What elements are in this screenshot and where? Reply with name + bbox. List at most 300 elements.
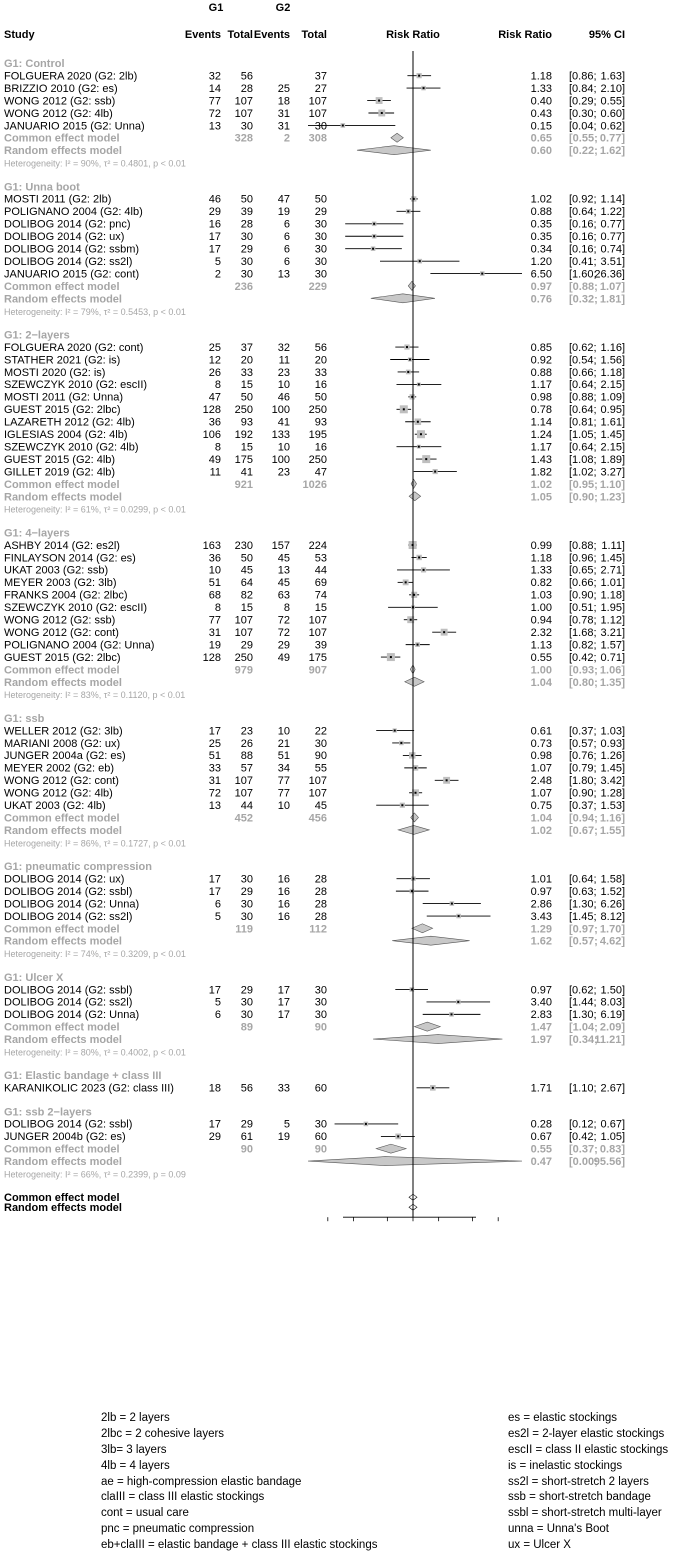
- risk-ratio-value: 0.98: [530, 391, 552, 404]
- ci-upper: 1.01]: [600, 577, 625, 590]
- random-risk-ratio: 0.76: [530, 293, 552, 306]
- ci-upper: 0.95]: [600, 404, 625, 417]
- total-g2: 22: [314, 725, 327, 738]
- header-study: Study: [4, 29, 35, 41]
- total-g1: 61: [240, 1131, 253, 1144]
- ci-upper: 26.36]: [594, 268, 625, 281]
- random-diamond: [392, 936, 469, 945]
- events-g1: 68: [208, 589, 221, 602]
- common-total-g1: 89: [240, 1021, 253, 1034]
- study-name: JANUARIO 2015 (G2: cont): [4, 268, 140, 281]
- random-ci-upper: 4.62]: [599, 935, 625, 948]
- heterogeneity-text: Heterogeneity: I² = 80%, τ² = 0.4002, p < 0.01: [4, 1047, 186, 1058]
- ci-lower: [0.37;: [569, 725, 597, 738]
- total-g1: 30: [240, 120, 253, 133]
- common-effect-label: Common effect model: [4, 1143, 120, 1156]
- events-g1: 10: [208, 564, 221, 577]
- risk-ratio-value: 1.00: [530, 602, 552, 615]
- total-g2: 30: [314, 996, 327, 1009]
- events-g2: 34: [277, 762, 290, 775]
- events-g2: 10: [277, 441, 290, 454]
- risk-ratio-value: 2.32: [530, 626, 552, 639]
- ci-upper: 0.55]: [600, 95, 625, 108]
- ci-lower: [0.65;: [569, 564, 597, 577]
- point-estimate: [400, 742, 402, 744]
- study-name: DOLIBOG 2014 (G2: ux): [4, 231, 125, 244]
- ci-lower: [0.41;: [569, 255, 597, 268]
- risk-ratio-value: 1.07: [530, 787, 552, 800]
- risk-ratio-value: 0.78: [530, 404, 552, 417]
- random-diamond: [405, 677, 424, 686]
- heterogeneity-text: Heterogeneity: I² = 90%, τ² = 0.4801, p < 0.01: [4, 158, 186, 169]
- point-estimate: [418, 75, 420, 77]
- common-diamond: [391, 133, 403, 142]
- ci-lower: [0.62;: [569, 341, 597, 354]
- total-g2: 50: [314, 391, 327, 404]
- study-name: UKAT 2003 (G2: ssb): [4, 564, 109, 577]
- risk-ratio-value: 1.03: [530, 589, 552, 602]
- point-estimate: [415, 767, 417, 769]
- study-name: WONG 2012 (G2: 4lb): [4, 787, 113, 800]
- ci-upper: 1.56]: [600, 354, 625, 367]
- ci-upper: 2.15]: [600, 441, 625, 454]
- events-g1: 31: [208, 775, 221, 788]
- total-g1: 107: [234, 107, 253, 120]
- ci-lower: [1.30;: [569, 1009, 597, 1022]
- events-g2: 63: [277, 589, 290, 602]
- total-g1: 56: [240, 70, 253, 83]
- random-risk-ratio: 1.04: [530, 676, 552, 689]
- total-g1: 50: [240, 552, 253, 565]
- point-estimate: [423, 569, 425, 571]
- ci-lower: [0.12;: [569, 1118, 597, 1131]
- heterogeneity-text: Heterogeneity: I² = 79%, τ² = 0.5453, p < 0.01: [4, 306, 186, 317]
- common-ci-lower: [0.55;: [569, 132, 598, 145]
- total-g2: 30: [314, 243, 327, 256]
- point-estimate: [390, 656, 392, 658]
- risk-ratio-value: 0.67: [530, 1131, 552, 1144]
- random-ci-lower: [0.80;: [569, 676, 598, 689]
- events-g2: 8: [283, 602, 290, 615]
- common-total-g2: 308: [308, 132, 327, 145]
- point-estimate: [451, 903, 453, 905]
- risk-ratio-value: 3.40: [530, 996, 552, 1009]
- total-g1: 64: [240, 577, 253, 590]
- total-g1: 93: [240, 416, 253, 429]
- ci-upper: 1.95]: [600, 602, 625, 615]
- study-name: DOLIBOG 2014 (G2: Unna): [4, 898, 140, 911]
- total-g2: 30: [314, 255, 327, 268]
- random-diamond: [371, 294, 435, 303]
- ci-upper: 0.71]: [600, 651, 625, 664]
- legend-item: ssb = short-stretch bandage: [508, 1491, 651, 1504]
- study-name: POLIGNANO 2004 (G2: 4lb): [4, 206, 143, 219]
- legend-item: 3lb= 3 layers: [101, 1443, 167, 1456]
- total-g1: 30: [240, 1009, 253, 1022]
- ci-upper: 2.10]: [600, 82, 625, 95]
- ci-lower: [0.16;: [569, 243, 597, 256]
- risk-ratio-value: 1.43: [530, 453, 552, 466]
- total-g2: 16: [314, 379, 327, 392]
- risk-ratio-value: 1.02: [530, 193, 552, 206]
- total-g1: 50: [240, 193, 253, 206]
- point-estimate: [406, 346, 408, 348]
- legend-item: ux = Ulcer X: [508, 1539, 571, 1552]
- ci-upper: 0.67]: [600, 1118, 625, 1131]
- random-effect-label: Random effects model: [4, 1156, 122, 1169]
- study-name: WONG 2012 (G2: cont): [4, 775, 119, 788]
- total-g1: 30: [240, 268, 253, 281]
- ci-lower: [1.08;: [569, 453, 597, 466]
- ci-lower: [0.16;: [569, 218, 597, 231]
- total-g1: 250: [234, 651, 253, 664]
- point-estimate: [458, 915, 460, 917]
- ci-lower: [0.92;: [569, 193, 597, 206]
- study-name: ASHBY 2014 (G2: es2l): [4, 539, 120, 552]
- ci-lower: [0.42;: [569, 651, 597, 664]
- random-diamond: [409, 492, 421, 501]
- events-g1: 26: [208, 366, 221, 379]
- risk-ratio-value: 0.35: [530, 231, 552, 244]
- events-g1: 2: [214, 268, 221, 281]
- events-g2: 21: [277, 737, 290, 750]
- study-name: DOLIBOG 2014 (G2: ss2l): [4, 255, 133, 268]
- risk-ratio-value: 0.94: [530, 614, 552, 627]
- total-g1: 30: [240, 996, 253, 1009]
- risk-ratio-value: 1.24: [530, 429, 552, 442]
- point-estimate: [378, 100, 380, 102]
- header-total-g2: Total: [301, 29, 327, 41]
- study-name: JUNGER 2004b (G2: es): [4, 1131, 126, 1144]
- risk-ratio-value: 0.28: [530, 1118, 552, 1131]
- point-estimate: [405, 581, 407, 583]
- events-g1: 6: [214, 898, 221, 911]
- events-g1: 163: [202, 539, 221, 552]
- ci-lower: [0.90;: [569, 787, 597, 800]
- study-name: LAZARETH 2012 (G2: 4lb): [4, 416, 135, 429]
- ci-upper: 1.18]: [600, 589, 625, 602]
- risk-ratio-value: 3.43: [530, 910, 552, 923]
- study-name: GUEST 2015 (G2: 2lbc): [4, 651, 121, 664]
- ci-upper: 1.63]: [600, 70, 625, 83]
- events-g1: 18: [208, 1082, 221, 1095]
- total-g2: 107: [308, 614, 327, 627]
- events-g2: 72: [277, 626, 290, 639]
- total-g1: 44: [240, 800, 253, 813]
- heterogeneity-text: Heterogeneity: I² = 83%, τ² = 0.1120, p < 0.01: [4, 690, 186, 701]
- events-g1: 25: [208, 341, 221, 354]
- random-ci-upper: 1.62]: [599, 145, 625, 158]
- events-g1: 19: [208, 639, 221, 652]
- point-estimate: [425, 458, 427, 460]
- study-name: JANUARIO 2015 (G2: Unna): [4, 120, 145, 133]
- ci-upper: 8.03]: [600, 996, 625, 1009]
- random-ci-upper: 1.23]: [599, 491, 625, 504]
- subgroup-label: G1: pneumatic compression: [4, 861, 152, 874]
- ci-lower: [0.30;: [569, 107, 597, 120]
- total-g1: 39: [240, 206, 253, 219]
- total-g2: 37: [314, 70, 327, 83]
- random-ci-upper: 1.35]: [599, 676, 625, 689]
- random-risk-ratio: 0.47: [530, 1156, 552, 1169]
- risk-ratio-value: 0.75: [530, 800, 552, 813]
- total-g1: 29: [240, 639, 253, 652]
- random-diamond: [398, 825, 429, 834]
- total-g2: 33: [314, 366, 327, 379]
- events-g1: 72: [208, 787, 221, 800]
- risk-ratio-value: 1.71: [530, 1082, 552, 1095]
- ci-lower: [0.84;: [569, 82, 597, 95]
- events-g2: 157: [271, 539, 290, 552]
- study-name: MOSTI 2011 (G2: 2lb): [4, 193, 112, 206]
- events-g2: 19: [277, 206, 290, 219]
- ci-lower: [0.88;: [569, 539, 597, 552]
- header-events-g2: Events: [253, 29, 290, 41]
- risk-ratio-value: 0.98: [530, 750, 552, 763]
- ci-upper: 6.26]: [600, 898, 625, 911]
- point-estimate: [419, 260, 421, 262]
- total-g1: 82: [240, 589, 253, 602]
- events-g2: 10: [277, 379, 290, 392]
- ci-upper: 1.89]: [600, 453, 625, 466]
- random-risk-ratio: 1.62: [530, 935, 552, 948]
- random-effect-label: Random effects model: [4, 1034, 122, 1047]
- ci-lower: [0.62;: [569, 984, 597, 997]
- events-g2: 45: [277, 552, 290, 565]
- risk-ratio-value: 1.18: [530, 552, 552, 565]
- common-ci-lower: [0.93;: [569, 664, 598, 677]
- ci-upper: 3.51]: [600, 255, 625, 268]
- events-g2: 10: [277, 725, 290, 738]
- total-g1: 107: [234, 95, 253, 108]
- risk-ratio-value: 0.55: [530, 651, 552, 664]
- ci-upper: 2.71]: [600, 564, 625, 577]
- total-g2: 27: [314, 82, 327, 95]
- ci-lower: [0.81;: [569, 416, 597, 429]
- ci-lower: [1.05;: [569, 429, 597, 442]
- ci-upper: 1.18]: [600, 366, 625, 379]
- study-name: WELLER 2012 (G2: 3lb): [4, 725, 123, 738]
- random-effect-label: Random effects model: [4, 145, 122, 158]
- common-risk-ratio: 1.02: [530, 478, 552, 491]
- total-g2: 175: [308, 651, 327, 664]
- events-g1: 128: [202, 651, 221, 664]
- risk-ratio-value: 2.48: [530, 775, 552, 788]
- events-g1: 5: [214, 996, 221, 1009]
- ci-upper: 1.11]: [601, 539, 625, 552]
- total-g2: 30: [314, 120, 327, 133]
- random-risk-ratio: 1.02: [530, 824, 552, 837]
- common-effect-label: Common effect model: [4, 664, 120, 677]
- events-g2: 31: [277, 107, 290, 120]
- events-g2: 10: [277, 800, 290, 813]
- point-estimate: [457, 1001, 459, 1003]
- common-events-g2: 2: [283, 132, 290, 145]
- ci-upper: 1.58]: [600, 873, 625, 886]
- ci-upper: 0.77]: [600, 231, 625, 244]
- common-effect-label: Common effect model: [4, 280, 120, 293]
- common-total-g2: 456: [308, 812, 327, 825]
- total-g2: 107: [308, 107, 327, 120]
- ci-lower: [0.16;: [569, 231, 597, 244]
- total-g1: 15: [240, 379, 253, 392]
- total-g1: 250: [234, 404, 253, 417]
- common-risk-ratio: 1.29: [530, 923, 552, 936]
- events-g1: 17: [208, 725, 221, 738]
- total-g1: 107: [234, 787, 253, 800]
- risk-ratio-value: 1.17: [530, 441, 552, 454]
- events-g2: 6: [283, 218, 290, 231]
- study-name: UKAT 2003 (G2: 4lb): [4, 800, 106, 813]
- common-total-g2: 90: [314, 1143, 327, 1156]
- ci-upper: 1.28]: [600, 787, 625, 800]
- events-g1: 14: [208, 82, 221, 95]
- risk-ratio-value: 0.97: [530, 885, 552, 898]
- total-g1: 28: [240, 218, 253, 231]
- study-name: KARANIKOLIC 2023 (G2: class III): [4, 1082, 174, 1095]
- ci-lower: [0.64;: [569, 873, 597, 886]
- ci-lower: [0.82;: [569, 639, 597, 652]
- common-ci-lower: [0.37;: [569, 1143, 598, 1156]
- legend-item: es = elastic stockings: [508, 1412, 617, 1424]
- ci-lower: [1.60;: [569, 268, 597, 281]
- random-effect-label: Random effects model: [4, 824, 122, 837]
- events-g2: 23: [277, 466, 290, 479]
- ci-lower: [1.30;: [569, 898, 597, 911]
- total-g2: 30: [314, 1009, 327, 1022]
- legend-item: unna = Unna's Boot: [508, 1523, 609, 1536]
- total-g1: 230: [234, 539, 253, 552]
- total-g1: 29: [240, 885, 253, 898]
- study-name: DOLIBOG 2014 (G2: ux): [4, 873, 125, 886]
- risk-ratio-value: 0.85: [530, 341, 552, 354]
- point-estimate: [410, 619, 412, 621]
- total-g2: 107: [308, 95, 327, 108]
- total-g2: 93: [314, 416, 327, 429]
- study-name: FOLGUERA 2020 (G2: 2lb): [4, 70, 138, 83]
- ci-upper: 0.74]: [600, 243, 625, 256]
- random-risk-ratio: 1.05: [530, 491, 552, 504]
- ci-upper: 1.45]: [600, 762, 625, 775]
- ci-upper: 1.57]: [600, 639, 625, 652]
- common-total-g1: 90: [240, 1143, 253, 1156]
- risk-ratio-value: 0.73: [530, 737, 552, 750]
- total-g1: 26: [240, 737, 253, 750]
- ci-upper: 1.26]: [600, 750, 625, 763]
- common-effect-label: Common effect model: [4, 478, 120, 491]
- study-name: WONG 2012 (G2: 4lb): [4, 107, 113, 120]
- events-g1: 17: [208, 243, 221, 256]
- study-name: SZEWCZYK 2010 (G2: escII): [4, 602, 148, 615]
- point-estimate: [418, 383, 420, 385]
- ci-upper: 3.21]: [600, 626, 625, 639]
- total-g1: 30: [240, 255, 253, 268]
- total-g1: 107: [234, 775, 253, 788]
- total-g2: 20: [314, 354, 327, 367]
- events-g2: 49: [277, 651, 290, 664]
- random-diamond: [308, 1157, 522, 1166]
- total-g2: 195: [308, 429, 327, 442]
- ci-upper: 1.61]: [600, 416, 625, 429]
- total-g2: 50: [314, 193, 327, 206]
- common-risk-ratio: 1.00: [530, 664, 552, 677]
- common-total-g1: 119: [235, 923, 253, 936]
- events-g1: 47: [208, 391, 221, 404]
- events-g2: 13: [277, 268, 290, 281]
- events-g1: 46: [208, 193, 221, 206]
- ci-upper: 1.03]: [600, 725, 625, 738]
- common-effect-label: Common effect model: [4, 132, 120, 145]
- ci-lower: [0.57;: [569, 737, 597, 750]
- random-ci-lower: [0.22;: [569, 145, 598, 158]
- risk-ratio-value: 2.86: [530, 898, 552, 911]
- point-estimate: [434, 471, 436, 473]
- events-g1: 6: [214, 1009, 221, 1022]
- ci-lower: [1.45;: [569, 910, 597, 923]
- ci-lower: [0.79;: [569, 762, 597, 775]
- events-g1: 25: [208, 737, 221, 750]
- events-g2: 16: [277, 898, 290, 911]
- legend-item: 2lbc = 2 cohesive layers: [101, 1427, 225, 1440]
- point-estimate: [432, 1087, 434, 1089]
- ci-upper: 0.60]: [600, 107, 625, 120]
- overall-random-label: Random effects model: [4, 1202, 122, 1215]
- events-g1: 36: [208, 552, 221, 565]
- ci-lower: [0.86;: [569, 70, 597, 83]
- study-name: DOLIBOG 2014 (G2: pnc): [4, 218, 131, 231]
- random-ci-lower: [0.90;: [569, 491, 598, 504]
- study-name: DOLIBOG 2014 (G2: Unna): [4, 1009, 140, 1022]
- total-g1: 30: [240, 873, 253, 886]
- total-g1: 56: [240, 1082, 253, 1095]
- legend-item: ae = high-compression elastic bandage: [101, 1475, 302, 1488]
- legend-item: pnc = pneumatic compression: [101, 1523, 255, 1536]
- risk-ratio-value: 0.97: [530, 984, 552, 997]
- study-name: MEYER 2002 (G2: eb): [4, 762, 115, 775]
- events-g1: 8: [214, 441, 221, 454]
- study-name: MEYER 2003 (G2: 3lb): [4, 577, 117, 590]
- ci-upper: 1.14]: [600, 193, 625, 206]
- total-g1: 50: [240, 391, 253, 404]
- random-risk-ratio: 1.97: [530, 1034, 552, 1047]
- risk-ratio-value: 1.82: [530, 466, 552, 479]
- ci-lower: [0.76;: [569, 750, 597, 763]
- events-g2: 51: [277, 750, 290, 763]
- total-g1: 107: [234, 626, 253, 639]
- ci-lower: [1.44;: [569, 996, 597, 1009]
- ci-lower: [0.54;: [569, 354, 597, 367]
- risk-ratio-value: 1.33: [530, 82, 552, 95]
- study-name: STATHER 2021 (G2: is): [4, 354, 121, 367]
- events-g1: 11: [209, 466, 221, 479]
- ci-upper: 1.22]: [600, 206, 625, 219]
- events-g2: 16: [277, 910, 290, 923]
- header-g2: G2: [275, 2, 291, 14]
- header-risk-ratio: Risk Ratio: [498, 29, 552, 41]
- total-g1: 175: [234, 453, 253, 466]
- point-estimate: [401, 804, 403, 806]
- events-g1: 16: [208, 218, 221, 231]
- ci-lower: [0.37;: [569, 800, 597, 813]
- risk-ratio-value: 1.13: [530, 639, 552, 652]
- events-g2: 23: [277, 366, 290, 379]
- random-risk-ratio: 0.60: [530, 145, 552, 158]
- events-g2: 16: [277, 873, 290, 886]
- risk-ratio-value: 0.34: [530, 243, 552, 256]
- events-g2: 6: [283, 231, 290, 244]
- events-g1: 17: [208, 231, 221, 244]
- events-g2: 133: [271, 429, 290, 442]
